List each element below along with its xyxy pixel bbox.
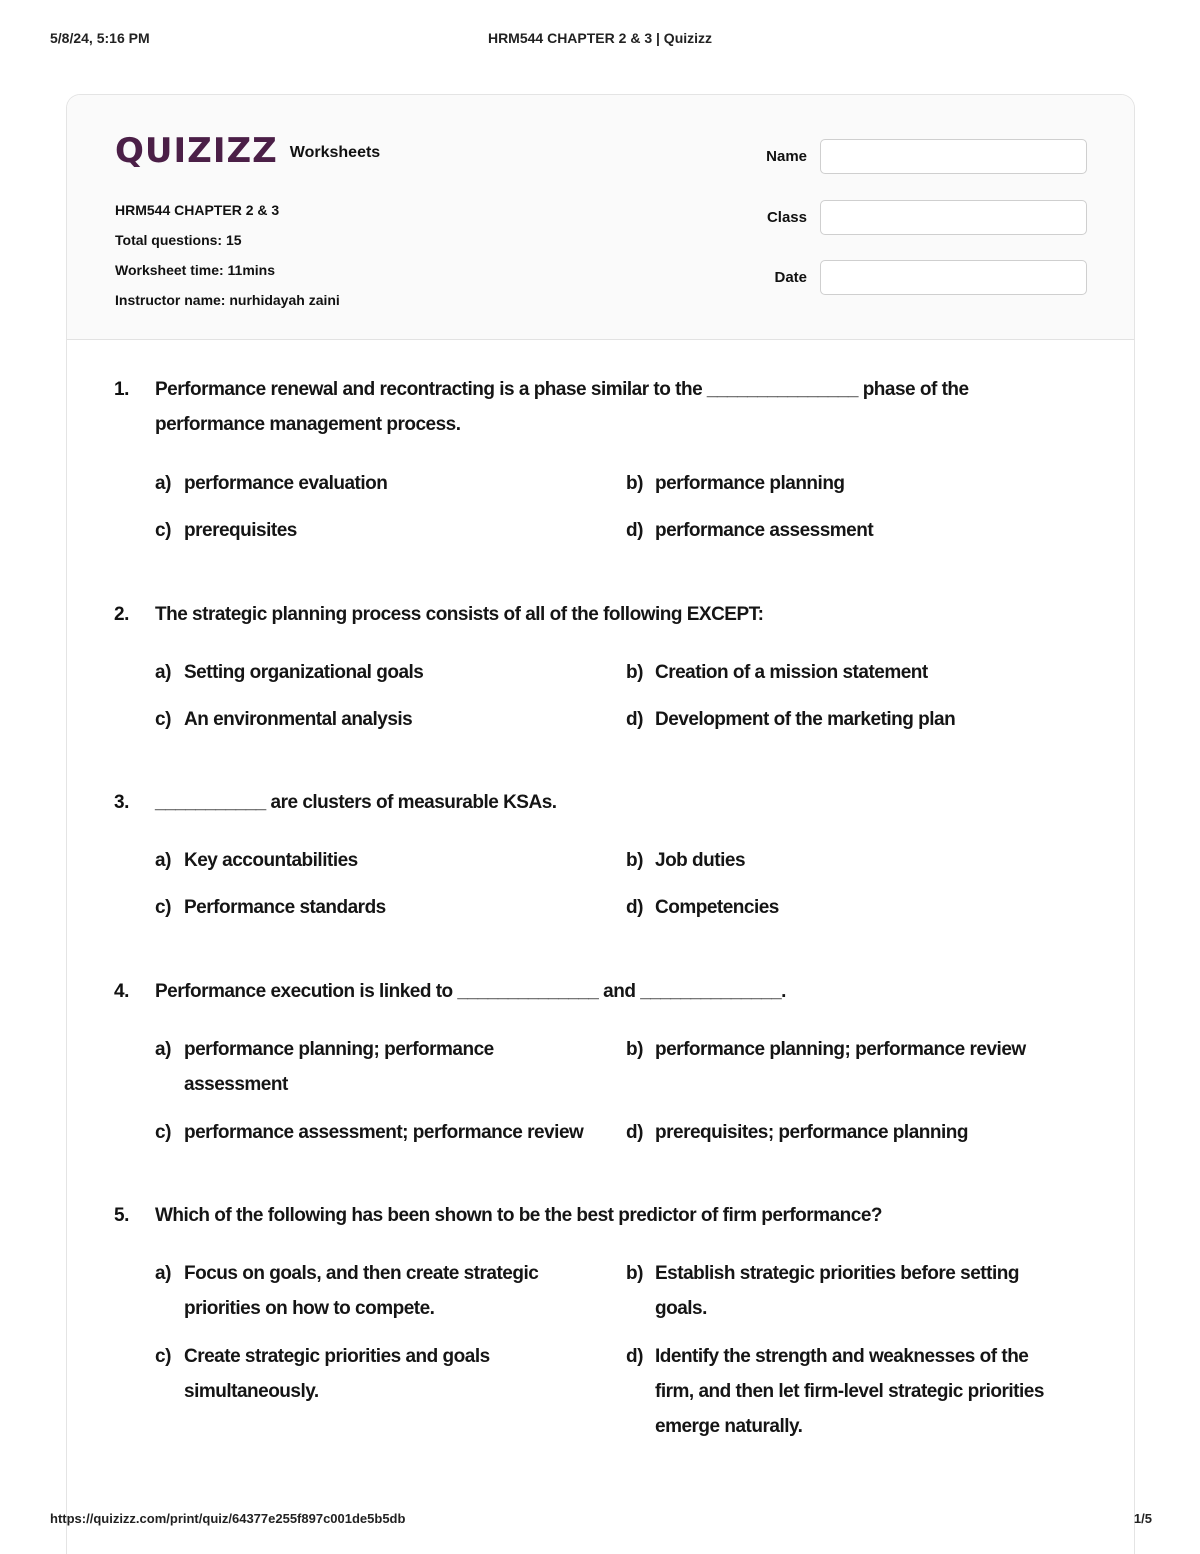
option-letter: c) [155, 897, 171, 918]
question-number: 5. [114, 1205, 129, 1226]
print-doc-title: HRM544 CHAPTER 2 & 3 | Quizizz [487, 30, 713, 46]
option-letter: c) [155, 520, 171, 541]
quizizz-logo [115, 131, 380, 171]
question-number: 4. [114, 981, 129, 1002]
option-letter: c) [155, 709, 171, 730]
option-letter: d) [626, 1346, 643, 1367]
option-letter: a) [155, 1039, 171, 1060]
option-text: Establish strategic priorities before setting goals. [655, 1263, 1019, 1319]
option-letter: d) [626, 520, 643, 541]
date-field-row [747, 260, 1087, 295]
worksheet [66, 94, 1135, 1554]
class-field[interactable] [820, 200, 1087, 235]
quiz-title: HRM544 CHAPTER 2 & 3 [115, 202, 280, 218]
option-text: performance assessment [655, 520, 874, 541]
question-text: Performance execution is linked to ______________ and ______________. [155, 981, 786, 1002]
question-number: 2. [114, 604, 129, 625]
option-letter: d) [626, 897, 643, 918]
option-letter: d) [626, 709, 643, 730]
worksheet-header [67, 95, 1134, 340]
total-questions: Total questions: 15 [115, 232, 242, 248]
logo-wordmark: QUIZIZZ [115, 131, 278, 171]
option-text: performance planning; performance assessment [184, 1039, 494, 1095]
option-text: Create strategic priorities and goals simultaneously. [184, 1346, 490, 1402]
option-letter: c) [155, 1346, 171, 1367]
name-label: Name [766, 148, 807, 165]
class-label: Class [766, 209, 807, 226]
worksheet-time: Worksheet time: 11mins [115, 262, 276, 278]
question-text: Performance renewal and recontracting is a phase similar to the _______________ phase of the performance management process. [155, 379, 969, 435]
option-text: Development of the marketing plan [655, 709, 956, 730]
option-text: performance assessment; performance review [184, 1122, 584, 1143]
option-text: Performance standards [184, 897, 386, 918]
option-letter: a) [155, 1263, 171, 1284]
page-number: 1/5 [1133, 1511, 1152, 1526]
print-header [50, 30, 1150, 48]
print-footer [50, 1511, 1152, 1529]
class-field-row [747, 200, 1087, 235]
option-letter: b) [626, 1263, 643, 1284]
option-text: Competencies [655, 897, 779, 918]
option-text: Setting organizational goals [184, 662, 424, 683]
option-text: performance planning [655, 473, 845, 494]
name-field-row [747, 139, 1087, 174]
option-text: An environmental analysis [184, 709, 413, 730]
option-text: Key accountabilities [184, 850, 358, 871]
instructor-name: Instructor name: nurhidayah zaini [115, 292, 340, 308]
option-text: Identify the strength and weaknesses of the firm, and then let firm-level strategic priorities emerge naturally. [655, 1346, 1044, 1437]
option-text: performance evaluation [184, 473, 388, 494]
option-text: prerequisites; performance planning [655, 1122, 968, 1143]
question-text: Which of the following has been shown to be the best predictor of firm performance? [155, 1205, 882, 1226]
option-letter: d) [626, 1122, 643, 1143]
quiz-meta [115, 195, 340, 315]
print-datetime: 5/8/24, 5:16 PM [50, 30, 150, 46]
option-letter: a) [155, 473, 171, 494]
option-text: Focus on goals, and then create strategic priorities on how to compete. [184, 1263, 539, 1319]
question-text: The strategic planning process consists of all of the following EXCEPT: [155, 604, 764, 625]
option-letter: b) [626, 662, 643, 683]
option-letter: c) [155, 1122, 171, 1143]
option-letter: b) [626, 850, 643, 871]
option-text: Job duties [655, 850, 746, 871]
question-number: 3. [114, 792, 129, 813]
option-letter: a) [155, 850, 171, 871]
option-letter: a) [155, 662, 171, 683]
option-text: Creation of a mission statement [655, 662, 928, 683]
question-text: ___________ are clusters of measurable KSAs. [155, 792, 557, 813]
name-field[interactable] [820, 139, 1087, 174]
date-label: Date [774, 269, 807, 286]
print-url: https://quizizz.com/print/quiz/64377e255f897c001de5b5db [50, 1511, 406, 1526]
option-text: prerequisites [184, 520, 297, 541]
date-field[interactable] [820, 260, 1087, 295]
option-letter: b) [626, 1039, 643, 1060]
option-text: performance planning; performance review [655, 1039, 1026, 1060]
question-number: 1. [114, 379, 129, 400]
logo-subtitle: Worksheets [289, 144, 381, 161]
option-letter: b) [626, 473, 643, 494]
